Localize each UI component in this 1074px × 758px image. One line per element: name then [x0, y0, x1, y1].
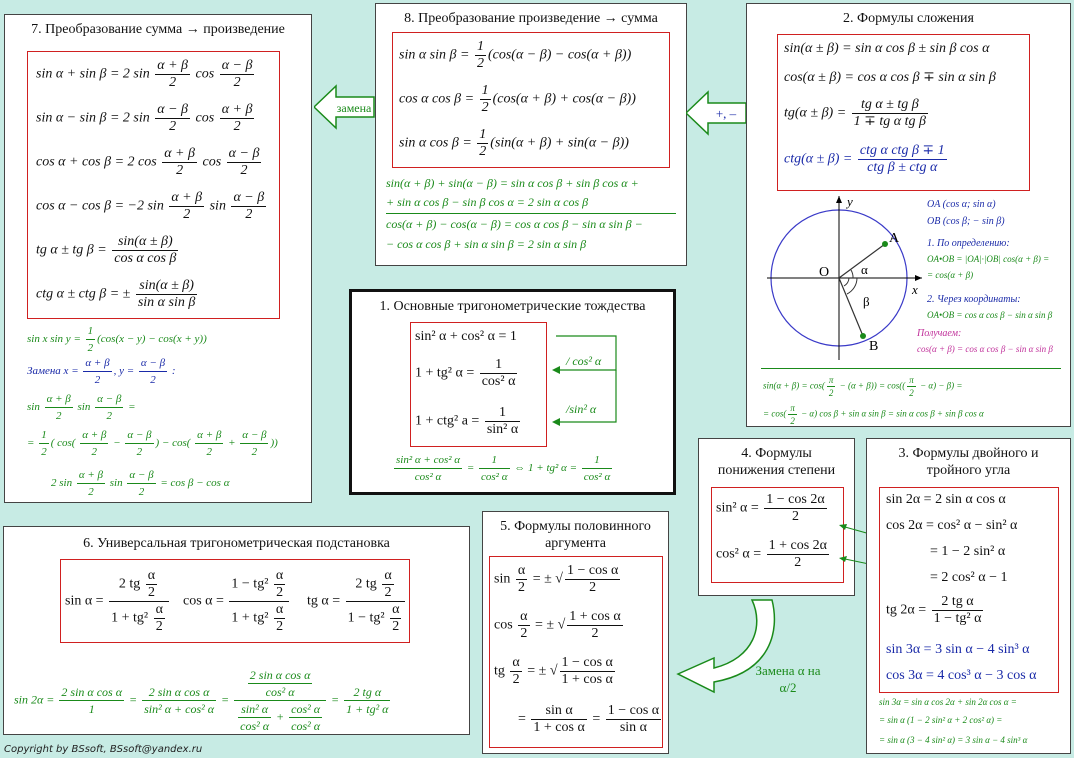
panel-title: 7. Преобразование сумма → произведение — [31, 22, 285, 37]
panel-title: 3. Формулы двойного и тройного угла — [898, 446, 1039, 478]
angle-alpha-label: α — [861, 262, 868, 277]
formula: = 1 − 2 sin² α — [930, 544, 1006, 559]
panel-power-reduction — [698, 438, 855, 596]
derivation: cos(α + β) − cos(α − β) = cos α cos β − sin α sin β − — [386, 217, 643, 231]
formula: tg α = 2 tg $\frac{\alpha}{2}$ 1 − tg² $\frac{\alpha}{2}$ — [307, 568, 407, 635]
formula-box — [777, 34, 1030, 191]
formula: cos 2α = cos² α − sin² α — [886, 518, 1018, 533]
formula: cos α + cos β = 2 cos $\frac{\alpha + \beta}{2}$ cos $\frac{\alpha - \beta}{2}$ — [36, 146, 260, 178]
arrow-label: +, – — [715, 106, 737, 121]
formula: cos 3α = 4 cos³ α − 3 cos α — [886, 668, 1037, 683]
derivation: sin 3α = sin α cos 2α + sin 2α cos α = — [879, 697, 1017, 707]
axis-label-x: x — [912, 282, 918, 297]
derivation: sin x sin y = $\frac{1}{2}$ (cos(x − y) − cos(x + y)) — [27, 325, 207, 354]
point-a-label: A — [889, 231, 900, 246]
derivation: Замена x = $\frac{\alpha + \beta}{2}$ , y = $\frac{\alpha - \beta}{2}$ : — [27, 357, 176, 386]
origin-label: O — [819, 265, 830, 280]
coord-label: 2. Через координаты: — [927, 294, 1021, 305]
identity-arrows — [548, 328, 628, 438]
formula: sin 3α = 3 sin α − 4 sin³ α — [886, 642, 1030, 657]
angle-beta-label: β — [863, 294, 870, 309]
formula: 1 + tg² α = $\frac{1}{\text{cos² α}}$ — [415, 357, 516, 389]
formula: cos(α ± β) = cos α cos β ∓ sin α sin β — [784, 70, 996, 85]
got-eq: cos(α + β) = cos α cos β − sin α sin β — [917, 344, 1053, 354]
point-b-label: B — [869, 339, 879, 354]
derivation: sin 2α = $\frac{\text{2 sin α cos α}}{1}$ = $\frac{\text{2 sin α cos α}}{\text{sin² α + cos² α}}$ = $\frac{\text{2 sin α cos α}}{\text{cos² α}}$ $\frac{\text{sin² α}}{\text{cos² α}}$ + $\frac{\text{cos² α}}{\text{cos² α}}$ = $\frac{\text{2 tg α}}{\text{1 + tg² α}}$ — [14, 668, 389, 733]
axis-label-y: y — [847, 194, 853, 209]
formula: sin α cos β = $\frac{1}{2}$ (sin(α + β) + sin(α − β)) — [399, 127, 629, 159]
formula: = 2 cos² α − 1 — [930, 570, 1008, 585]
formula: sin $\frac{\alpha}{2}$ = ± √ $\frac{\text{1 − cos α}}{2}$ — [494, 563, 619, 595]
derivation: − cos α cos β + sin α sin β = 2 sin α sin β — [386, 237, 587, 251]
formula: = $\frac{\text{sin α}}{\text{1 + cos α}}$ = $\frac{\text{1 − cos α}}{\text{sin α}}$ — [518, 703, 660, 735]
derivation: 2 sin $\frac{\alpha + \beta}{2}$ sin $\frac{\alpha - \beta}{2}$ = cos β − cos α — [51, 469, 230, 498]
copyright: Copyright by BSsoft, BSsoft@yandex.ru — [4, 744, 203, 755]
derivation: sin $\frac{\alpha + \beta}{2}$ sin $\frac{\alpha - \beta}{2}$ = — [27, 393, 136, 422]
formula: sin α − sin β = 2 sin $\frac{\alpha - \beta}{2}$ cos $\frac{\alpha + \beta}{2}$ — [36, 102, 253, 134]
formula: cos α − cos β = −2 sin $\frac{\alpha + \beta}{2}$ sin $\frac{\alpha - \beta}{2}$ — [36, 190, 265, 222]
panel-title: 8. Преобразование произведение → сумма — [404, 11, 658, 26]
formula: cos $\frac{\alpha}{2}$ = ± √ $\frac{\text{1 + cos α}}{2}$ — [494, 609, 621, 641]
formula: tg $\frac{\alpha}{2}$ = ± √ $\frac{\text{1 − cos α}}{\text{1 + cos α}}$ — [494, 655, 613, 687]
formula: cos² α = $\frac{1 + \cos 2\alpha}{2}$ — [716, 538, 827, 570]
panel-universal-substitution — [3, 526, 470, 735]
derivation: = cos( $\frac{\pi}{2}$ − α) cos β + sin α sin β = sin α cos β + sin β cos α — [763, 403, 984, 426]
derivation: = sin α (1 − 2 sin² α + 2 cos² α) = — [879, 715, 1003, 725]
coord-eq: OA•OB = cos α cos β − sin α sin β — [927, 310, 1053, 320]
def-eq2: = cos(α + β) — [927, 270, 974, 280]
formula: cos α = 1 − tg² $\frac{\alpha}{2}$ 1 + tg² $\frac{\alpha}{2}$ — [183, 568, 291, 635]
def-eq: OA•OB = |OA|·|OB| cos(α + β) = — [927, 254, 1050, 264]
panel-product-to-sum — [375, 3, 687, 266]
div-sin-label: /sin² α — [566, 402, 597, 416]
formula: tg(α ± β) = $\frac{\text{tg α ± tg β}}{\text{1 ∓ tg α tg β}}$ — [784, 97, 927, 129]
panel-title: 5. Формулы половинного аргумента — [500, 519, 651, 551]
panel-title: 6. Универсальная тригонометрическая подстановка — [83, 536, 390, 551]
formula: sin² α + cos² α = 1 — [415, 329, 517, 344]
panel-sum-to-product — [4, 14, 312, 503]
half-angle-label: Замена α на α/2 — [755, 663, 821, 695]
formula: ctg α ± ctg β = ± $\frac{\sin(\alpha \pm \beta)}{\text{sin α sin β}}$ — [36, 278, 196, 310]
panel-basic-identities — [349, 289, 676, 495]
formula: sin α sin β = $\frac{1}{2}$ (cos(α − β) − cos(α + β)) — [399, 39, 632, 71]
formula: tg α ± tg β = $\frac{\sin(\alpha \pm \beta)}{\text{cos α cos β}}$ — [36, 234, 177, 266]
formula: 1 + ctg² a = $\frac{1}{\text{sin² α}}$ — [415, 405, 519, 437]
vector-oa: OA (cos α; sin α) — [927, 199, 996, 210]
derivation: = sin α (3 − 4 sin² α) = 3 sin α − 4 sin³ α — [879, 735, 1028, 745]
arrow-zamena — [314, 84, 376, 130]
formula: tg 2α = $\frac{\text{2 tg α}}{\text{1 − tg² α}}$ — [886, 594, 982, 626]
derivation: = $\frac{1}{2}$ ( cos( $\frac{\alpha + \beta}{2}$ − $\frac{\alpha - \beta}{2}$ ) − cos( $\frac{\alpha + \beta}{2}$ + $\frac{\alpha - \beta}{2}$ )) — [27, 429, 278, 458]
derivation: + sin α cos β − sin β cos α = 2 sin α cos β — [386, 195, 589, 209]
formula: sin α = 2 tg $\frac{\alpha}{2}$ 1 + tg² $\frac{\alpha}{2}$ — [65, 568, 171, 635]
panel-title: 1. Основные тригонометрические тождества — [379, 299, 646, 314]
formula: ctg(α ± β) = $\frac{\text{ctg α ctg β ∓ 1}}{\text{ctg β ± ctg α}}$ — [784, 143, 945, 175]
arrow-plusminus — [686, 90, 748, 136]
def-label: 1. По определению: — [927, 238, 1010, 249]
formula: sin α + sin β = 2 sin $\frac{\alpha + \beta}{2}$ cos $\frac{\alpha - \beta}{2}$ — [36, 58, 253, 90]
formula-box — [410, 322, 547, 447]
derivation: sin(α + β) + sin(α − β) = sin α cos β + sin β cos α + — [386, 176, 639, 190]
formula: cos α cos β = $\frac{1}{2}$ (cos(α + β) + cos(α − β)) — [399, 83, 636, 115]
formula-box — [60, 559, 410, 643]
panel-title: 2. Формулы сложения — [843, 11, 974, 26]
formula-box — [879, 487, 1059, 693]
formula-box — [27, 51, 280, 319]
arrow-label: замена — [336, 101, 372, 115]
panel-half-angle — [482, 511, 669, 754]
got-label: Получаем: — [917, 328, 962, 339]
derivation: sin(α + β) = cos( $\frac{\pi}{2}$ − (α + β)) = cos(( $\frac{\pi}{2}$ − α) − β) = — [763, 375, 963, 398]
formula-box — [392, 32, 670, 168]
vector-ob: OB (cos β; − sin β) — [927, 216, 1005, 227]
panel-addition-formulas — [746, 3, 1071, 427]
formula: sin(α ± β) = sin α cos β ± sin β cos α — [784, 41, 990, 56]
formula: sin² α = $\frac{1 - \cos 2\alpha}{2}$ — [716, 492, 825, 524]
div-cos-label: / cos² α — [566, 354, 602, 368]
formula-box — [711, 487, 844, 583]
formula-box — [489, 556, 663, 748]
panel-double-triple — [866, 438, 1071, 754]
formula: sin 2α = 2 sin α cos α — [886, 492, 1006, 507]
derivation: $\frac{\text{sin² α + cos² α}}{\text{cos² α}}$ = $\frac{1}{\text{cos² α}}$ ⇔ 1 + tg² α = $\frac{1}{\text{cos² α}}$ — [396, 454, 611, 483]
panel-title: 4. Формулы понижения степени — [717, 446, 836, 478]
